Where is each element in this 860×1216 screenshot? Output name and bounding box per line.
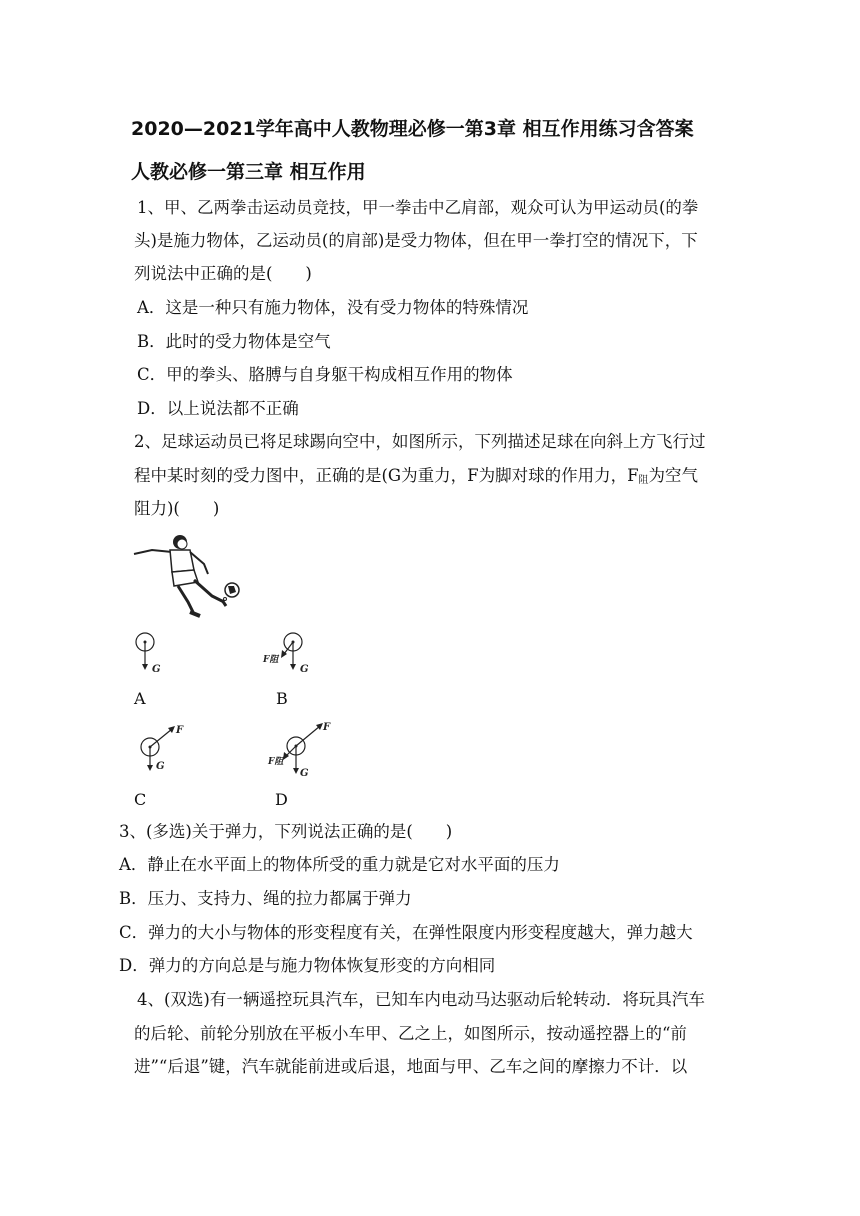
question-stem-line: 列说法中正确的是( ) bbox=[134, 264, 312, 283]
question-stem-line: 3、(多选)关于弹力，下列说法正确的是( ) bbox=[119, 822, 453, 841]
question-stem-line: 4、(双选)有一辆遥控玩具汽车，已知车内电动马达驱动后轮转动．将玩具汽车 bbox=[137, 990, 705, 1009]
option-a: A．静止在水平面上的物体所受的重力就是它对水平面的压力 bbox=[119, 855, 560, 874]
diagram-c bbox=[136, 717, 192, 775]
option-c: C．弹力的大小与物体的形变程度有关，在弹性限度内形变程度越大，弹力越大 bbox=[119, 923, 693, 942]
stem-text: 为空气 bbox=[648, 466, 699, 485]
option-a: A．这是一种只有施力物体，没有受力物体的特殊情况 bbox=[137, 298, 529, 317]
section-subtitle: 人教必修一第三章 相互作用 bbox=[131, 161, 366, 183]
subscript-zu: 阻 bbox=[638, 475, 649, 486]
option-b: B．此时的受力物体是空气 bbox=[137, 332, 331, 351]
option-d: D．以上说法都不正确 bbox=[137, 399, 299, 418]
question-stem-line: 1、甲、乙两拳击运动员竞技，甲一拳击中乙肩部，观众可认为甲运动员(的拳 bbox=[137, 198, 699, 217]
diagram-b bbox=[262, 628, 312, 678]
label-f: F bbox=[176, 725, 184, 736]
diagram-d bbox=[266, 714, 336, 782]
label-g: G bbox=[300, 664, 309, 675]
soccer-player-figure bbox=[128, 530, 246, 622]
option-label-d: D bbox=[275, 790, 288, 809]
label-g: G bbox=[156, 761, 165, 772]
label-f-zu: F阻 bbox=[268, 757, 284, 767]
stem-text: 程中某时刻的受力图中，正确的是(G为重力，F为脚对球的作用力，F bbox=[134, 466, 639, 485]
option-label-b: B bbox=[276, 689, 288, 708]
label-f-zu: F阻 bbox=[263, 655, 279, 665]
document-title: 2020—2021学年高中人教物理必修一第3章 相互作用练习含答案 bbox=[131, 118, 694, 140]
label-g: G bbox=[152, 664, 161, 675]
question-stem-line: 进”“后退”键，汽车就能前进或后退，地面与甲、乙车之间的摩擦力不计．以 bbox=[134, 1057, 688, 1076]
option-b: B．压力、支持力、绳的拉力都属于弹力 bbox=[119, 889, 412, 908]
question-stem-line: 的后轮、前轮分别放在平板小车甲、乙之上，如图所示，按动遥控器上的“前 bbox=[134, 1024, 687, 1043]
option-c: C．甲的拳头、胳膊与自身躯干构成相互作用的物体 bbox=[137, 365, 513, 384]
label-f: F bbox=[323, 722, 331, 733]
option-d: D．弹力的方向总是与施力物体恢复形变的方向相同 bbox=[119, 956, 496, 975]
option-label-c: C bbox=[134, 790, 147, 809]
question-stem-line bbox=[134, 465, 698, 492]
diagram-a bbox=[133, 628, 173, 678]
option-label-a: A bbox=[134, 689, 146, 708]
label-g: G bbox=[300, 768, 309, 779]
question-stem-line: 阻力)( ) bbox=[134, 499, 220, 518]
question-stem-line: 2、足球运动员已将足球踢向空中，如图所示，下列描述足球在向斜上方飞行过 bbox=[134, 432, 706, 451]
question-stem-line: 头)是施力物体，乙运动员(的肩部)是受力物体，但在甲一拳打空的情况下，下 bbox=[134, 231, 698, 250]
